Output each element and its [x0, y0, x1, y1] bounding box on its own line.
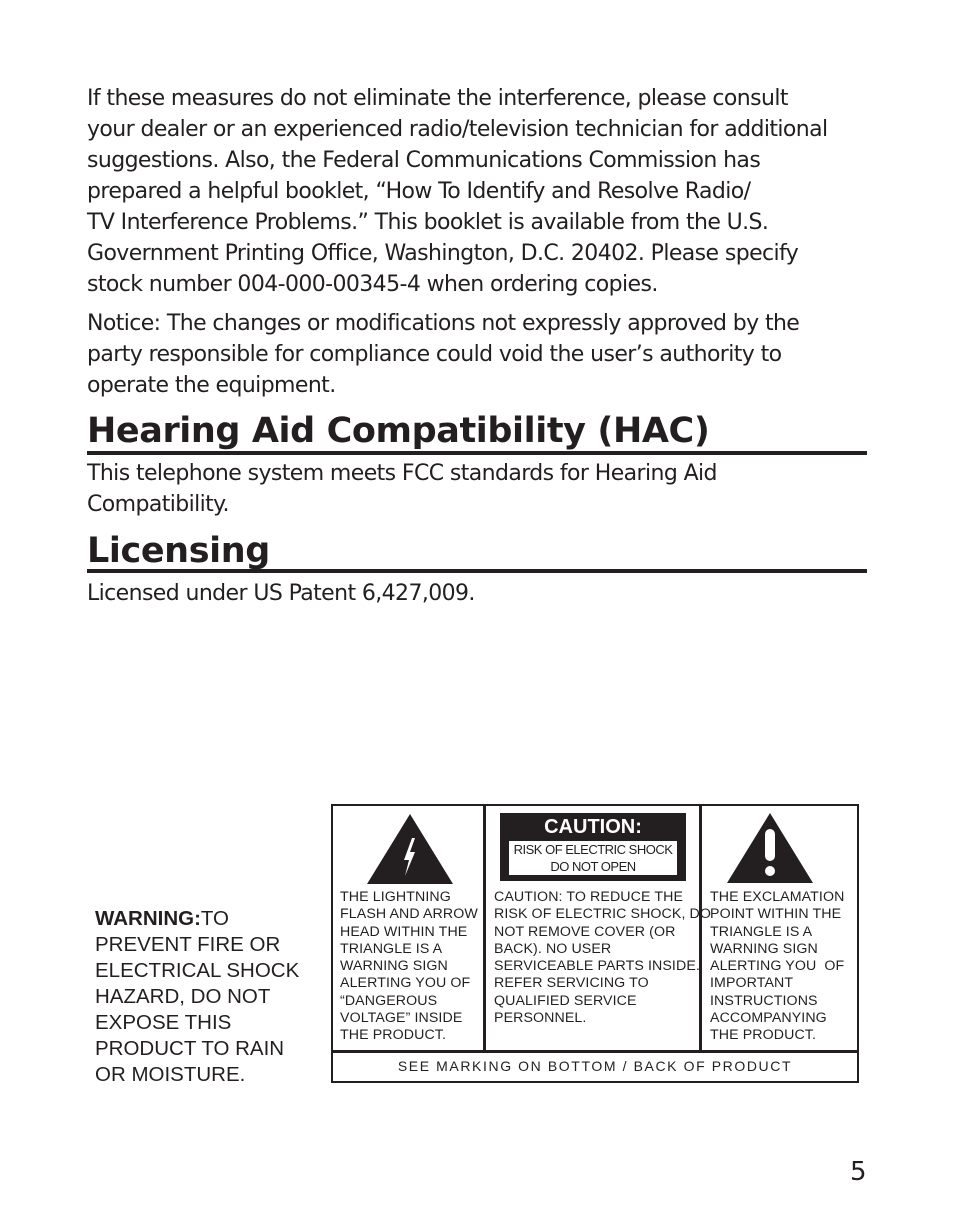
paragraph-line: Notice: The changes or modifications not expressly approved by the: [87, 311, 800, 336]
label-line: HEAD WITHIN THE: [340, 923, 468, 940]
label-line: PERSONNEL.: [494, 1010, 587, 1027]
caution-title: CAUTION:: [544, 816, 642, 838]
exclamation-column: [702, 806, 857, 1050]
hac-heading: Hearing Aid Compatibility (HAC): [87, 407, 867, 455]
label-line: WARNING SIGN: [710, 940, 818, 957]
paragraph-line: party responsible for compliance could void the user’s authority to: [87, 342, 782, 367]
lightning-description: [340, 889, 478, 1045]
paragraph-line: your dealer or an experienced radio/television technician for additional: [87, 117, 828, 142]
label-line: THE LIGHTNING: [340, 889, 451, 905]
warning-line: HAZARD, DO NOT: [95, 985, 271, 1008]
notice-paragraph: [87, 308, 877, 401]
label-line: NOT REMOVE COVER (OR: [494, 923, 676, 940]
label-line: FLASH AND ARROW: [340, 906, 478, 923]
label-line: QUALIFIED SERVICE: [494, 992, 637, 1009]
paragraph-line: If these measures do not eliminate the interference, please consult: [87, 86, 788, 111]
licensing-heading: Licensing: [87, 527, 867, 573]
label-line: THE EXCLAMATION: [710, 889, 845, 905]
warning-statement: [95, 906, 327, 1088]
warning-line: PRODUCT TO RAIN: [95, 1037, 285, 1060]
marking-footer: SEE MARKING ON BOTTOM / BACK OF PRODUCT: [333, 1050, 857, 1081]
warning-line: OR MOISTURE.: [95, 1063, 246, 1086]
warning-line: EXPOSE THIS: [95, 1011, 232, 1034]
hac-paragraph: [87, 458, 877, 520]
caution-column: [486, 806, 712, 1050]
page-number: 5: [850, 1157, 867, 1187]
label-line: THE PRODUCT.: [710, 1027, 817, 1044]
paragraph-line: prepared a helpful booklet, “How To Identify and Resolve Radio/: [87, 179, 751, 204]
interference-paragraph: [87, 83, 877, 300]
paragraph-line: suggestions. Also, the Federal Communications Commission has: [87, 148, 761, 173]
safety-caution-label: [331, 804, 859, 1083]
lightning-triangle-icon: [367, 814, 453, 884]
label-line: THE PRODUCT.: [340, 1027, 447, 1044]
warning-line: PREVENT FIRE OR: [95, 933, 281, 956]
caution-inner-box: [509, 841, 677, 875]
caution-panel: [500, 813, 686, 881]
label-line: ALERTING YOU OF: [710, 958, 845, 975]
label-line: SERVICEABLE PARTS INSIDE.: [494, 958, 700, 975]
patent-text: Licensed under US Patent 6,427,009.: [87, 581, 475, 606]
label-line: ALERTING YOU OF: [340, 975, 471, 992]
paragraph-line: operate the equipment.: [87, 373, 336, 398]
label-line: DO NOT OPEN: [550, 859, 636, 874]
caution-description: [494, 889, 711, 1027]
label-line: ACCOMPANYING: [710, 1010, 827, 1027]
label-line: BACK). NO USER: [494, 940, 612, 957]
label-line: TRIANGLE IS A: [340, 940, 443, 957]
label-line: RISK OF ELECTRIC SHOCK: [513, 842, 673, 857]
lightning-column: [333, 806, 486, 1050]
label-line: CAUTION: TO REDUCE THE: [494, 889, 684, 905]
licensing-paragraph: [87, 578, 877, 609]
label-line: POINT WITHIN THE: [710, 906, 842, 923]
paragraph-line: stock number 004-000-00345-4 when ordering copies.: [87, 272, 658, 297]
label-line: IMPORTANT: [710, 975, 794, 992]
exclamation-triangle-icon: [727, 813, 813, 883]
label-line: REFER SERVICING TO: [494, 975, 649, 992]
warning-line: TO: [200, 907, 230, 930]
warning-label: WARNING:: [95, 907, 201, 930]
exclamation-description: [710, 889, 844, 1045]
label-line: TRIANGLE IS A: [710, 923, 813, 940]
paragraph-line: Compatibility.: [87, 492, 229, 517]
paragraph-line: This telephone system meets FCC standards for Hearing Aid: [87, 461, 717, 486]
paragraph-line: TV Interference Problems.” This booklet is available from the U.S.: [87, 210, 769, 235]
warning-line: ELECTRICAL SHOCK: [95, 959, 300, 982]
label-line: INSTRUCTIONS: [710, 992, 818, 1009]
paragraph-line: Government Printing Office, Washington, D.C. 20402. Please specify: [87, 241, 799, 266]
label-line: RISK OF ELECTRIC SHOCK, DO: [494, 906, 712, 923]
label-line: WARNING SIGN: [340, 958, 448, 975]
label-line: “DANGEROUS: [340, 992, 438, 1009]
label-line: VOLTAGE” INSIDE: [340, 1010, 463, 1027]
